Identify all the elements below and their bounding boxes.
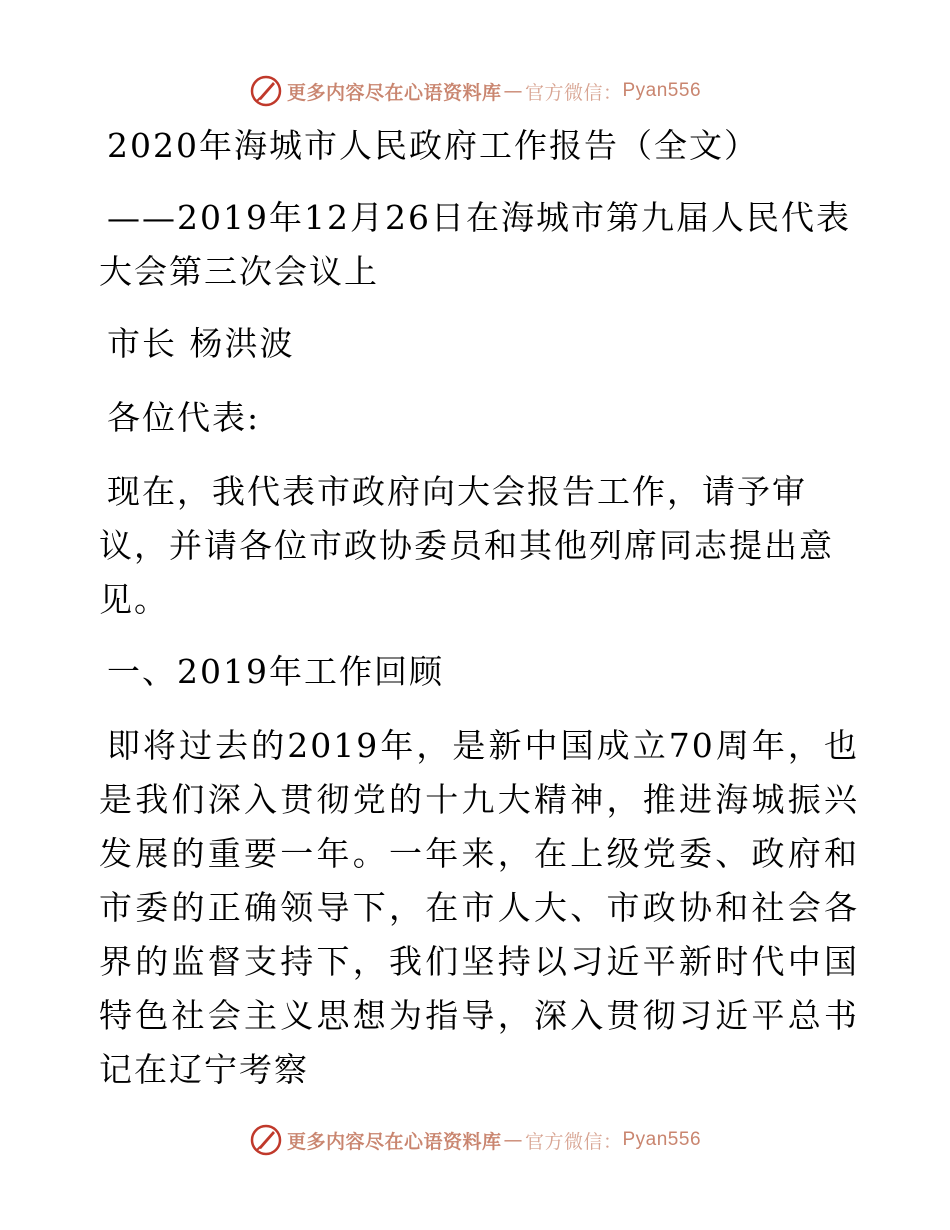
banner-dash: — xyxy=(503,80,523,102)
section-heading: 一、2019年工作回顾 xyxy=(107,652,444,691)
document-author: 市长 杨洪波 xyxy=(107,324,295,363)
document-subtitle: ——2019年12月26日在海城市第九届人民代表大会第三次会议上 xyxy=(99,198,851,291)
red-quill-logo-icon xyxy=(249,74,283,108)
banner-slogan: 更多内容尽在心语资料库 xyxy=(286,81,502,104)
banner-wechat-label: 官方微信： xyxy=(524,1130,623,1153)
banner-wechat-label: 官方微信： xyxy=(524,81,623,104)
document-title: 2020年海城市人民政府工作报告（全文） xyxy=(107,126,759,165)
document-body xyxy=(99,119,859,1097)
banner-slogan: 更多内容尽在心语资料库 xyxy=(286,1130,502,1153)
salutation: 各位代表: xyxy=(107,398,261,437)
body-paragraph: 即将过去的2019年，是新中国成立70周年，也是我们深入贯彻党的十九大精神，推进海城振兴发展的重要一年。一年来，在上级党委、政府和市委的正确领导下，在市人大、市政协和社会各界的监督支持下，我们坚持以习近平新时代中国特色社会主义思想为指导，深入贯彻习近平总书记在辽宁考察 xyxy=(99,726,859,1089)
footer-watermark-banner xyxy=(0,1120,950,1160)
banner-dash: — xyxy=(503,1129,523,1151)
banner-wechat-id: Pyan556 xyxy=(622,1129,702,1150)
red-quill-logo-icon xyxy=(249,1123,283,1157)
header-watermark-banner xyxy=(0,71,950,111)
banner-wechat-id: Pyan556 xyxy=(622,80,702,101)
intro-paragraph: 现在，我代表市政府向大会报告工作，请予审议，并请各位市政协委员和其他列席同志提出意见。 xyxy=(99,472,834,619)
